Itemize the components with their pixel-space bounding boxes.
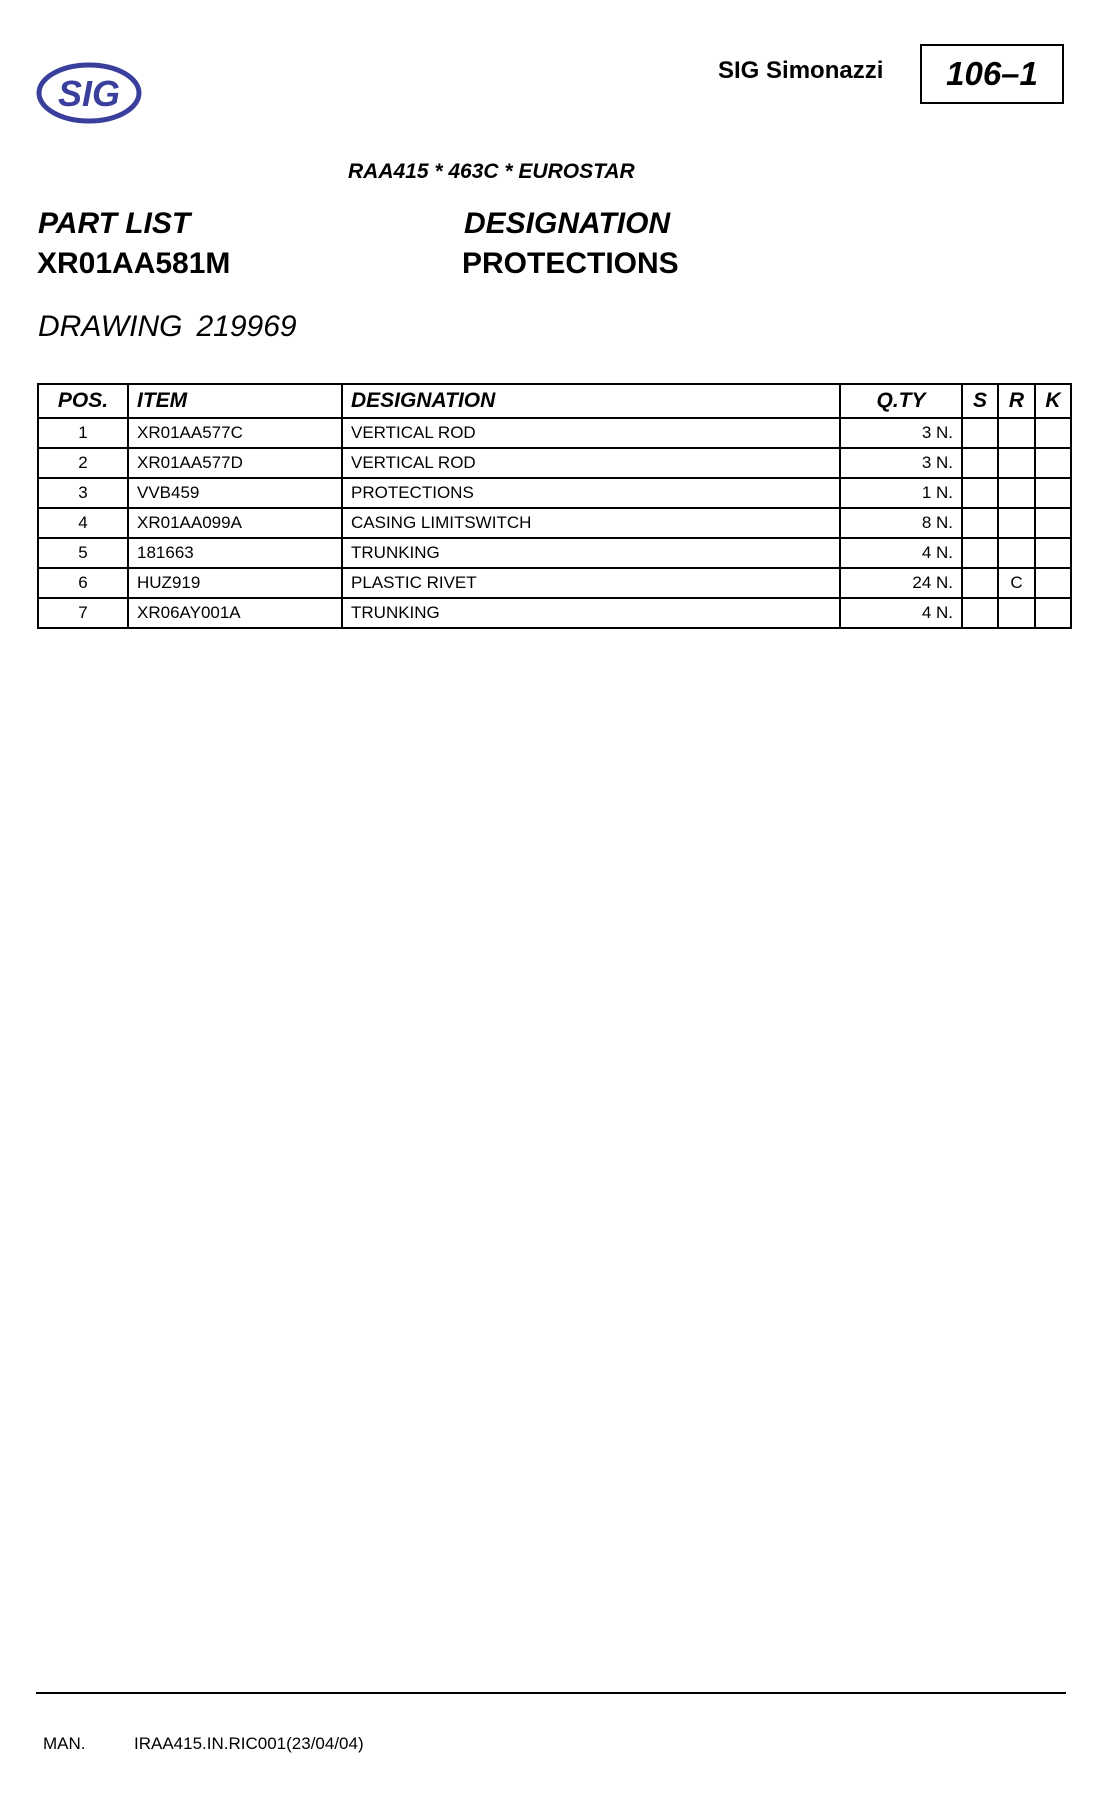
cell-k xyxy=(1035,418,1071,448)
cell-k xyxy=(1035,448,1071,478)
table-row xyxy=(38,448,1071,478)
cell-designation: CASING LIMITSWITCH xyxy=(342,508,840,538)
cell-qty: 3 N. xyxy=(840,418,962,448)
footer-label: MAN. xyxy=(43,1734,86,1753)
part-list-label: PART LIST xyxy=(38,207,191,240)
header-qty: Q.TY xyxy=(840,384,962,418)
footer-reference: IRAA415.IN.RIC001(23/04/04) xyxy=(134,1734,364,1753)
cell-s xyxy=(962,508,998,538)
cell-s xyxy=(962,478,998,508)
cell-r xyxy=(998,418,1035,448)
logo-text: SIG xyxy=(57,73,121,114)
cell-r xyxy=(998,448,1035,478)
cell-qty: 4 N. xyxy=(840,538,962,568)
header-s: S xyxy=(962,384,998,418)
cell-k xyxy=(1035,538,1071,568)
header-designation: DESIGNATION xyxy=(342,384,840,418)
cell-qty: 24 N. xyxy=(840,568,962,598)
cell-item: XR06AY001A xyxy=(128,598,342,628)
table-row xyxy=(38,508,1071,538)
cell-s xyxy=(962,448,998,478)
drawing-label: DRAWING xyxy=(38,310,183,343)
cell-item: XR01AA577D xyxy=(128,448,342,478)
page-number: 106–1 xyxy=(946,55,1038,92)
table-row xyxy=(38,418,1071,448)
cell-k xyxy=(1035,598,1071,628)
cell-pos: 3 xyxy=(38,478,128,508)
drawing-reference xyxy=(38,310,297,344)
cell-designation: TRUNKING xyxy=(342,598,840,628)
table-row xyxy=(38,568,1071,598)
table-header-row xyxy=(38,384,1071,418)
cell-item: 181663 xyxy=(128,538,342,568)
cell-r xyxy=(998,508,1035,538)
designation-label: DESIGNATION xyxy=(464,207,671,240)
cell-qty: 8 N. xyxy=(840,508,962,538)
header-pos: POS. xyxy=(38,384,128,418)
table-row xyxy=(38,538,1071,568)
cell-s xyxy=(962,538,998,568)
header-item: ITEM xyxy=(128,384,342,418)
cell-s xyxy=(962,598,998,628)
cell-designation: VERTICAL ROD xyxy=(342,448,840,478)
cell-k xyxy=(1035,508,1071,538)
cell-item: XR01AA099A xyxy=(128,508,342,538)
cell-qty: 4 N. xyxy=(840,598,962,628)
cell-s xyxy=(962,568,998,598)
cell-r: C xyxy=(998,568,1035,598)
designation-value: PROTECTIONS xyxy=(462,247,679,280)
footer-divider xyxy=(36,1692,1066,1694)
model-line: RAA415 * 463C * EUROSTAR xyxy=(348,160,635,183)
cell-item: HUZ919 xyxy=(128,568,342,598)
header-k: K xyxy=(1035,384,1071,418)
cell-pos: 7 xyxy=(38,598,128,628)
cell-qty: 1 N. xyxy=(840,478,962,508)
cell-k xyxy=(1035,478,1071,508)
header-r: R xyxy=(998,384,1035,418)
table-row xyxy=(38,598,1071,628)
cell-designation: PLASTIC RIVET xyxy=(342,568,840,598)
drawing-number: 219969 xyxy=(196,310,297,343)
sig-logo xyxy=(36,62,142,124)
cell-r xyxy=(998,598,1035,628)
cell-k xyxy=(1035,568,1071,598)
cell-pos: 2 xyxy=(38,448,128,478)
brand-name: SIG Simonazzi xyxy=(718,57,884,84)
cell-pos: 5 xyxy=(38,538,128,568)
parts-table xyxy=(37,383,1072,629)
cell-qty: 3 N. xyxy=(840,448,962,478)
page-number-box xyxy=(920,44,1064,104)
cell-item: XR01AA577C xyxy=(128,418,342,448)
part-list-code: XR01AA581M xyxy=(37,247,231,280)
cell-designation: TRUNKING xyxy=(342,538,840,568)
cell-item: VVB459 xyxy=(128,478,342,508)
cell-designation: VERTICAL ROD xyxy=(342,418,840,448)
cell-pos: 4 xyxy=(38,508,128,538)
cell-designation: PROTECTIONS xyxy=(342,478,840,508)
table-row xyxy=(38,478,1071,508)
cell-r xyxy=(998,538,1035,568)
cell-r xyxy=(998,478,1035,508)
cell-s xyxy=(962,418,998,448)
cell-pos: 1 xyxy=(38,418,128,448)
cell-pos: 6 xyxy=(38,568,128,598)
